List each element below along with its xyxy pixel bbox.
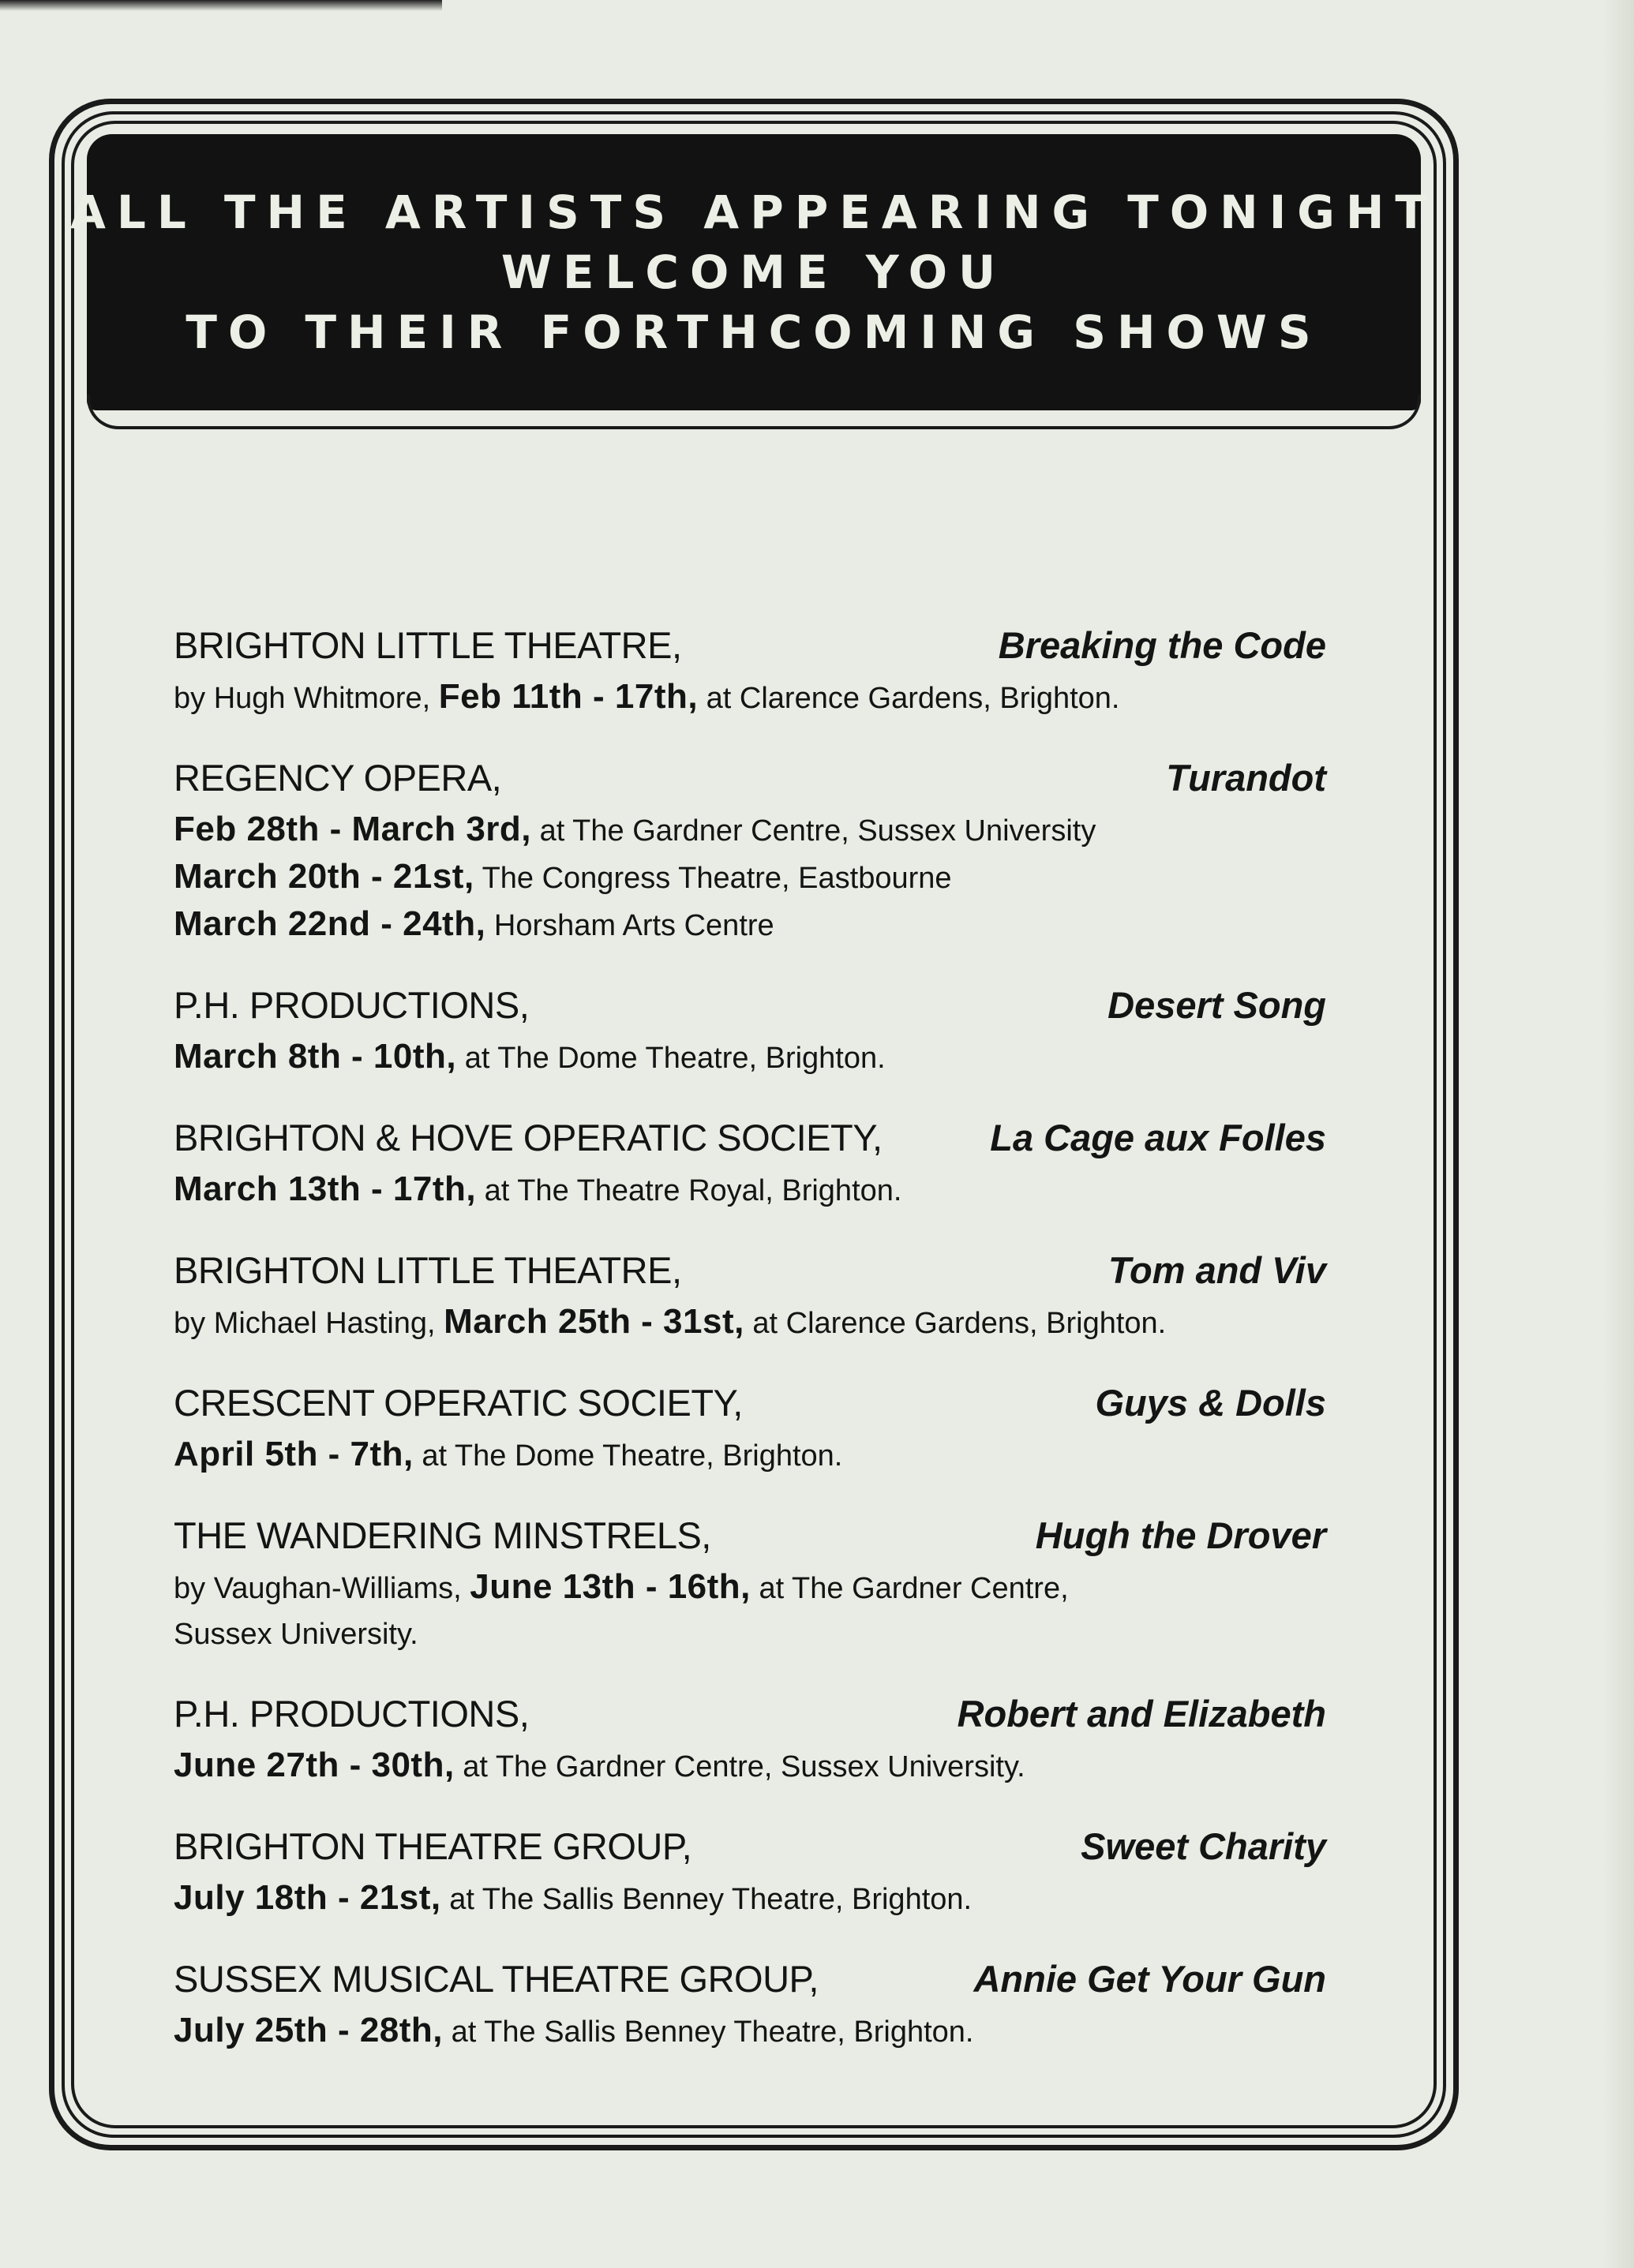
show-heading-row [174,1381,1326,1432]
author-credit: by Michael Hasting, [174,1307,436,1340]
company-name: REGENCY OPERA, [174,757,502,799]
company-name: BRIGHTON THEATRE GROUP, [174,1825,692,1867]
performance-dates: March 20th - 21st, [174,857,474,896]
author-credit: by Vaughan-Williams, [174,1572,462,1605]
show-detail-line [174,1742,1326,1790]
venue-name: at The Gardner Centre, Sussex University. [463,1750,1025,1783]
performance-dates: June 13th - 16th, [470,1567,751,1606]
header-line-2: WELCOME YOU [500,245,1007,299]
show-heading-row [174,1514,1326,1564]
show-title: La Cage aux Folles [990,1117,1326,1158]
show-title: Breaking the Code [998,624,1326,666]
venue-name: at Clarence Gardens, Brighton. [752,1307,1167,1340]
company-name: SUSSEX MUSICAL THEATRE GROUP, [174,1958,819,2000]
performance-dates: Feb 11th - 17th, [438,677,699,716]
header-banner [70,134,1437,410]
author-credit: Sussex University. [174,1618,418,1651]
show-detail-line [174,1432,1326,1479]
venue-name: at The Theatre Royal, Brighton. [484,1174,902,1207]
company-name: P.H. PRODUCTIONS, [174,1693,530,1735]
show-detail-line [174,2008,1326,2055]
show-entry [174,623,1326,721]
header-line-3: TO THEIR FORTHCOMING SHOWS [186,305,1322,359]
company-name: BRIGHTON LITTLE THEATRE, [174,1249,682,1291]
show-detail-line [174,1611,1326,1657]
show-title: Annie Get Your Gun [973,1958,1326,2000]
show-title: Hugh the Drover [1035,1514,1326,1556]
performance-dates: July 18th - 21st, [174,1878,441,1917]
performance-dates: March 25th - 31st, [444,1302,744,1341]
show-detail-line [174,1166,1326,1214]
company-name: CRESCENT OPERATIC SOCIETY, [174,1382,743,1424]
show-entry [174,1116,1326,1214]
author-credit: by Hugh Whitmore, [174,682,431,715]
show-title: Desert Song [1107,984,1326,1026]
show-detail-line [174,674,1326,721]
show-entry [174,983,1326,1081]
company-name: THE WANDERING MINSTRELS, [174,1514,711,1556]
performance-dates: July 25th - 28th, [174,2011,444,2049]
performance-dates: March 13th - 17th, [174,1170,477,1208]
performance-dates: March 8th - 10th, [174,1037,457,1076]
venue-name: at Clarence Gardens, Brighton. [706,682,1120,715]
venue-name: The Congress Theatre, Eastbourne [482,862,952,895]
venue-name: at The Dome Theatre, Brighton. [422,1439,843,1473]
header-line-1: ALL THE ARTISTS APPEARING TONIGHT [70,185,1437,239]
venue-name: at The Gardner Centre, [759,1572,1069,1605]
performance-dates: Feb 28th - March 3rd, [174,810,532,848]
show-detail-line [174,1875,1326,1922]
show-heading-row [174,1957,1326,2008]
show-heading-row [174,623,1326,674]
show-title: Robert and Elizabeth [957,1693,1326,1735]
show-title: Sweet Charity [1081,1825,1326,1867]
venue-name: at The Sallis Benney Theatre, Brighton. [449,1883,973,1916]
company-name: BRIGHTON & HOVE OPERATIC SOCIETY, [174,1117,883,1158]
show-heading-row [174,1248,1326,1299]
show-entry [174,1692,1326,1790]
show-detail-line [174,901,1326,949]
company-name: P.H. PRODUCTIONS, [174,984,530,1026]
show-entry [174,1381,1326,1479]
venue-name: Horsham Arts Centre [493,909,774,942]
show-entry [174,756,1326,949]
show-detail-line [174,807,1326,854]
show-heading-row [174,1692,1326,1742]
company-name: BRIGHTON LITTLE THEATRE, [174,624,682,666]
venue-name: at The Dome Theatre, Brighton. [464,1042,886,1075]
show-entry [174,1248,1326,1346]
page-right-edge [1602,0,1634,2268]
show-entry [174,1957,1326,2055]
show-heading-row [174,1825,1326,1875]
show-heading-row [174,983,1326,1034]
venue-name: at The Gardner Centre, Sussex University [539,814,1096,848]
page-edge-shadow [0,0,442,11]
show-title: Tom and Viv [1108,1249,1326,1291]
show-detail-line [174,1564,1326,1611]
show-heading-row [174,756,1326,807]
venue-name: at The Sallis Benney Theatre, Brighton. [451,2015,974,2049]
show-entry [174,1825,1326,1922]
show-detail-line [174,1034,1326,1081]
show-title: Turandot [1166,757,1326,799]
show-listings [174,623,1326,2090]
show-entry [174,1514,1326,1657]
show-detail-line [174,1299,1326,1346]
performance-dates: April 5th - 7th, [174,1435,414,1473]
performance-dates: June 27th - 30th, [174,1746,455,1784]
performance-dates: March 22nd - 24th, [174,904,486,943]
show-detail-line [174,854,1326,901]
show-heading-row [174,1116,1326,1166]
show-title: Guys & Dolls [1095,1382,1326,1424]
